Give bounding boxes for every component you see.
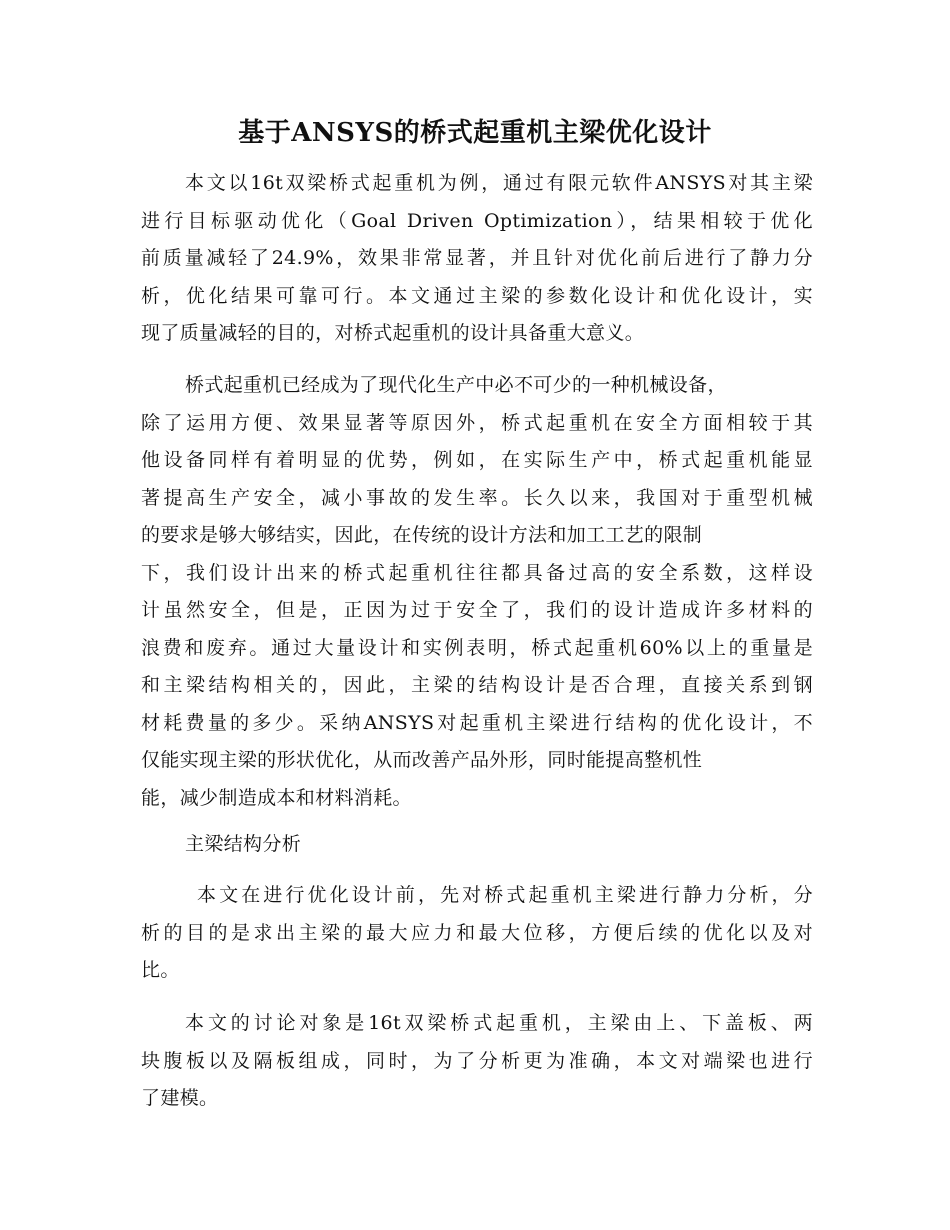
document-title: 基于ANSYS的桥式起重机主梁优化设计 bbox=[238, 118, 712, 148]
paragraph-analysis-purpose bbox=[141, 877, 813, 990]
paragraph-line: 现了质量减轻的目的，对桥式起重机的设计具备重大意义。 bbox=[141, 322, 645, 344]
paragraph-line: 本文以16t双梁桥式起重机为例，通过有限元软件ANSYS对其主梁 bbox=[185, 172, 813, 194]
paragraph-line: 计虽然安全，但是，正因为过于安全了，我们的设计造成许多材料的 bbox=[141, 599, 813, 621]
paragraph-line: 和主梁结构相关的，因此，主梁的结构设计是否合理，直接关系到钢 bbox=[141, 674, 813, 696]
paragraph-line: 仅能实现主梁的形状优化，从而改善产品外形，同时能提高整机性 bbox=[141, 749, 703, 771]
paragraph-line: 比。 bbox=[141, 959, 180, 981]
section-heading: 主梁结构分析 bbox=[185, 833, 302, 855]
paragraph-line: 块腹板以及隔板组成，同时，为了分析更为准确，本文对端梁也进行 bbox=[141, 1049, 813, 1072]
paragraph-line: 除了运用方便、效果显著等原因外，桥式起重机在安全方面相较于其 bbox=[141, 411, 813, 434]
paragraph-line: 了建模。 bbox=[141, 1087, 219, 1109]
paragraph-line: 的要求是够大够结实，因此，在传统的设计方法和加工工艺的限制 bbox=[141, 524, 703, 546]
paragraph-line: 浪费和废弃。通过大量设计和实例表明，桥式起重机60%以上的重量是 bbox=[141, 636, 813, 659]
paragraph-line: 进行目标驱动优化（Goal Driven Optimization），结果相较于优化 bbox=[141, 209, 813, 232]
paragraph-line: 本文的讨论对象是16t双梁桥式起重机，主梁由上、下盖板、两 bbox=[185, 1012, 813, 1034]
paragraph-line: 他设备同样有着明显的优势，例如，在实际生产中，桥式起重机能显 bbox=[141, 449, 813, 471]
paragraph-abstract bbox=[141, 165, 813, 353]
paragraph-line: 能，减少制造成本和材料消耗。 bbox=[141, 786, 412, 809]
paragraph-model-description bbox=[141, 1005, 813, 1118]
paragraph-line: 前质量减轻了24.9%，效果非常显著，并且针对优化前后进行了静力分 bbox=[141, 247, 813, 269]
paragraph-line: 桥式起重机已经成为了现代化生产中必不可少的一种机械设备， bbox=[185, 374, 727, 396]
paragraph-line: 析的目的是求出主梁的最大应力和最大位移，方便后续的优化以及对 bbox=[141, 921, 813, 944]
paragraph-line: 本文在进行优化设计前，先对桥式起重机主梁进行静力分析，分 bbox=[197, 884, 813, 906]
paragraph-line: 下，我们设计出来的桥式起重机往往都具备过高的安全系数，这样设 bbox=[141, 561, 813, 584]
paragraph-line: 著提高生产安全，减小事故的发生率。长久以来，我国对于重型机械 bbox=[141, 486, 813, 509]
paragraph-introduction bbox=[141, 367, 813, 817]
paragraph-line: 析，优化结果可靠可行。本文通过主梁的参数化设计和优化设计，实 bbox=[141, 284, 813, 307]
paragraph-line: 材耗费量的多少。采纳ANSYS对起重机主梁进行结构的优化设计，不 bbox=[141, 711, 813, 734]
